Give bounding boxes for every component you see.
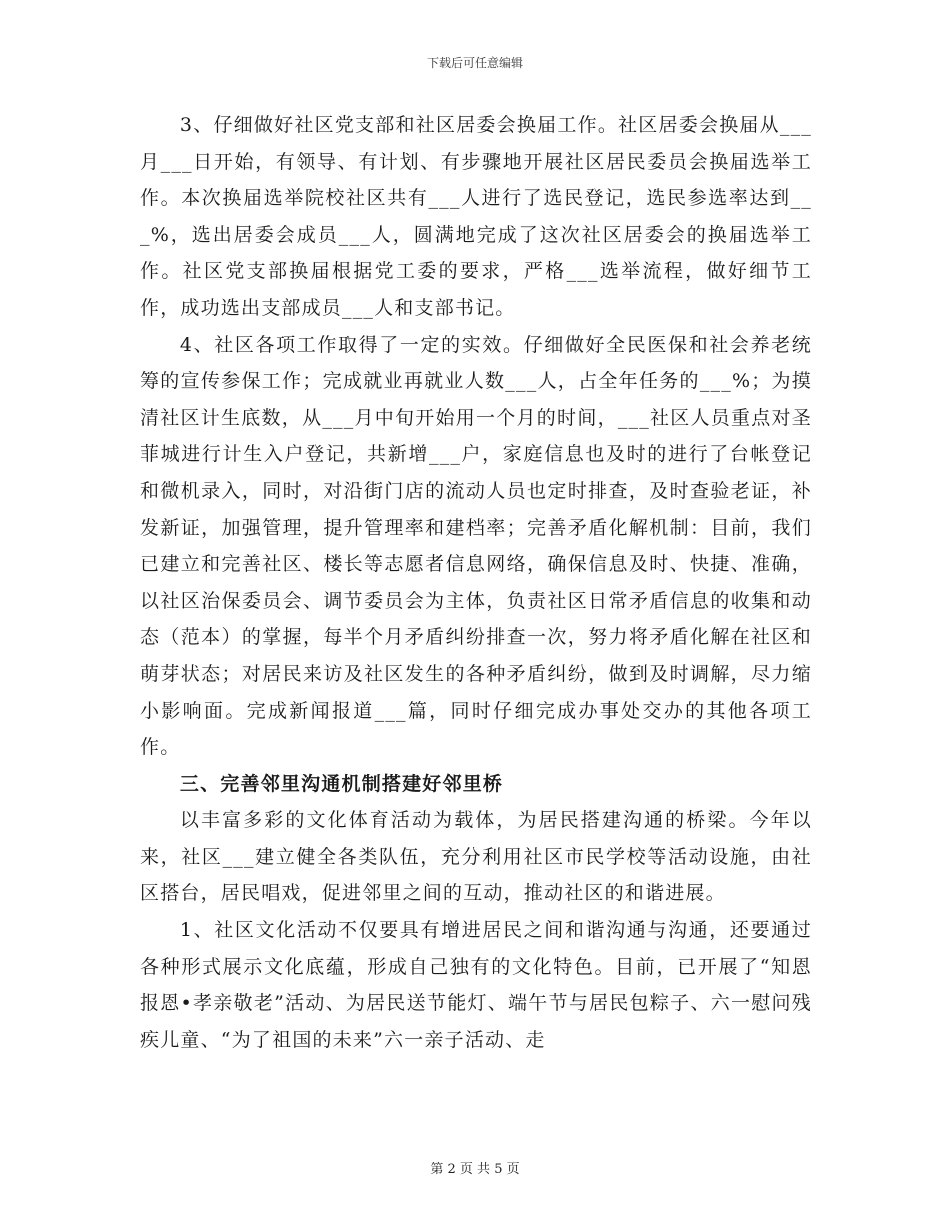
paragraph-cultural-activities-intro: 以丰富多彩的文化体育活动为载体，为居民搭建沟通的桥梁。今年以来，社区___建立健全各类队伍，充分利用社区市民学校等活动设施，由社区搭台，居民唱戏，促进邻里之间的互动，推动社区的和谐进展。 bbox=[140, 809, 812, 905]
paragraph-cultural-activities: 1、社区文化活动不仅要具有增进居民之间和谐沟通与沟通，还要通过各种形式展示文化底蕴，形成自己独有的文化特色。目前，已开展了“知恩报恩•孝亲敬老”活动、为居民送节能灯、端午节与居民包粽子、六一慰问残疾儿童、“为了祖国的未来”六一亲子活动、走 bbox=[140, 919, 812, 1051]
paragraph-community-achievements: 4、社区各项工作取得了一定的实效。仔细做好全民医保和社会养老统筹的宣传参保工作；完成就业再就业人数___人，占全年任务的___%；为摸清社区计生底数，从___月中旬开始用一个月的时间，___社区人员重点对圣菲城进行计生入户登记，共新增___户，家庭信息也及时的进行了台帐登记和微机录入，同时，对沿街门店的流动人员也定时排查，及时查验老证，补发新证，加强管理，提升管理率和建档率；完善矛盾化解机制：目前，我们已建立和完善社区、楼长等志愿者信息网络，确保信息及时、快捷、准确，以社区治保委员会、调节委员会为主体，负责社区日常矛盾信息的收集和动态（范本）的掌握，每半个月矛盾纠纷排查一次，努力将矛盾化解在社区和萌芽状态；对居民来访及社区发生的各种矛盾纠纷，做到及时调解，尽力缩小影响面。完成新闻报道___篇，同时仔细完成办事处交办的其他各项工作。 bbox=[140, 333, 812, 759]
paragraph-election-work: 3、仔细做好社区党支部和社区居委会换届工作。社区居委会换届从___月___日开始，有领导、有计划、有步骤地开展社区居民委员会换届选举工作。本次换届选举院校社区共有___人进行了选民登记，选民参选率达到___%，选出居委会成员___人，圆满地完成了这次社区居委会的换届选举工作。社区党支部换届根据党工委的要求，严格___选举流程，做好细节工作，成功选出支部成员___人和支部书记。 bbox=[140, 114, 812, 319]
page-number: 第 2 页 共 5 页 bbox=[430, 1162, 520, 1177]
document-body bbox=[140, 107, 812, 1058]
section-heading-neighborhood: 三、完善邻里沟通机制搭建好邻里桥 bbox=[179, 772, 504, 795]
page-header: 下载后可任意编辑 bbox=[426, 56, 523, 70]
